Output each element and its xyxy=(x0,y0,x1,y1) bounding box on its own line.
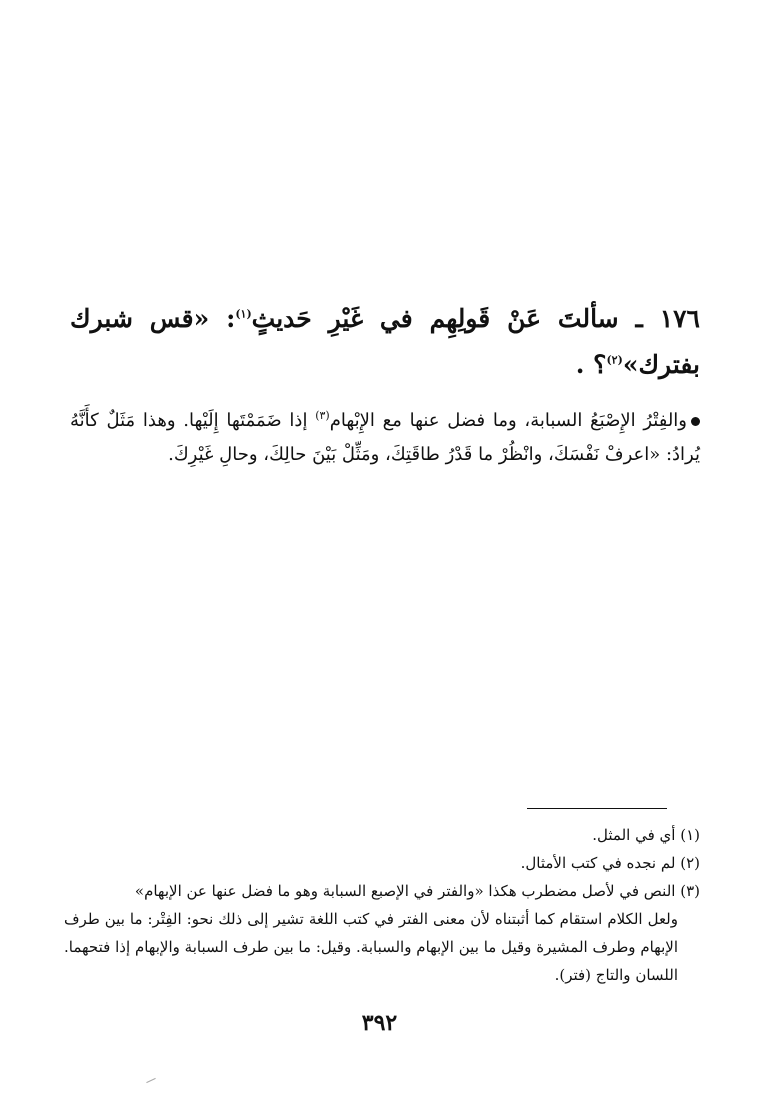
heading-text: ١٧٦ ـ سألتَ عَنْ قَولِهِم في غَيْرِ حَديثٍ xyxy=(251,304,700,333)
footnote-num: (٣) xyxy=(680,882,700,900)
footnotes xyxy=(64,821,700,989)
footnote-3-continuation: ولعل الكلام استقام كما أثبتناه لأن معنى الفتر في كتب اللغة تشير إلى ذلك نحو: الفِتْر: ما بين طرف الإبهام وطرف المشيرة وقيل ما بين الإبهام والسبابة. وقيل: ما بين طرف السبابة والإبهام إذا فتحهما. اللسان والتاج (فتر). xyxy=(64,910,678,984)
footnote-text: النص في لأصل مضطرب هكذا «والفتر في الإصبع السبابة وهو ما فضل عنها عن الإبهام» xyxy=(134,882,676,900)
entry-176 xyxy=(70,296,700,490)
footnote-2 xyxy=(64,849,700,877)
scan-mark xyxy=(146,1078,155,1083)
entry-heading xyxy=(70,296,700,388)
body-start: والفِتْرُ الإِصْبَعُ السبابة، وما فضل عنها مع الإِبْهام xyxy=(329,410,687,431)
body-rest: إذا ضَمَمْتَها إِلَيْها. وهذا مَثَلٌ كأَنَّهُ يُرادُ: «اعرفْ نَفْسَكَ، وانْظُرْ ما قَدْرُ طاقَتِكَ، ومَثِّلْ بَيْنَ حالِكَ، وحالِ غَيْرِكَ. xyxy=(70,410,700,465)
heading-end: ؟ . xyxy=(575,350,607,379)
footnote-num: (١) xyxy=(680,826,700,844)
footnote-3 xyxy=(64,877,700,905)
footnote-1 xyxy=(64,821,700,849)
entry-body xyxy=(70,404,700,472)
page-number: ٣٩٢ xyxy=(361,1010,398,1036)
footnote-ref-1[interactable]: (١) xyxy=(235,307,252,321)
bullet-icon xyxy=(691,417,700,426)
footnote-num: (٢) xyxy=(680,854,700,872)
footnote-ref-2[interactable]: (٢) xyxy=(606,353,623,367)
footnote-text: أي في المثل. xyxy=(592,826,676,844)
footnote-divider xyxy=(527,808,667,809)
footnote-ref-3[interactable]: (٣) xyxy=(315,409,330,422)
footnote-text: لم نجده في كتب الأمثال. xyxy=(520,854,676,872)
proverb-quote: : «قس شبرك بفترك» xyxy=(70,304,700,379)
